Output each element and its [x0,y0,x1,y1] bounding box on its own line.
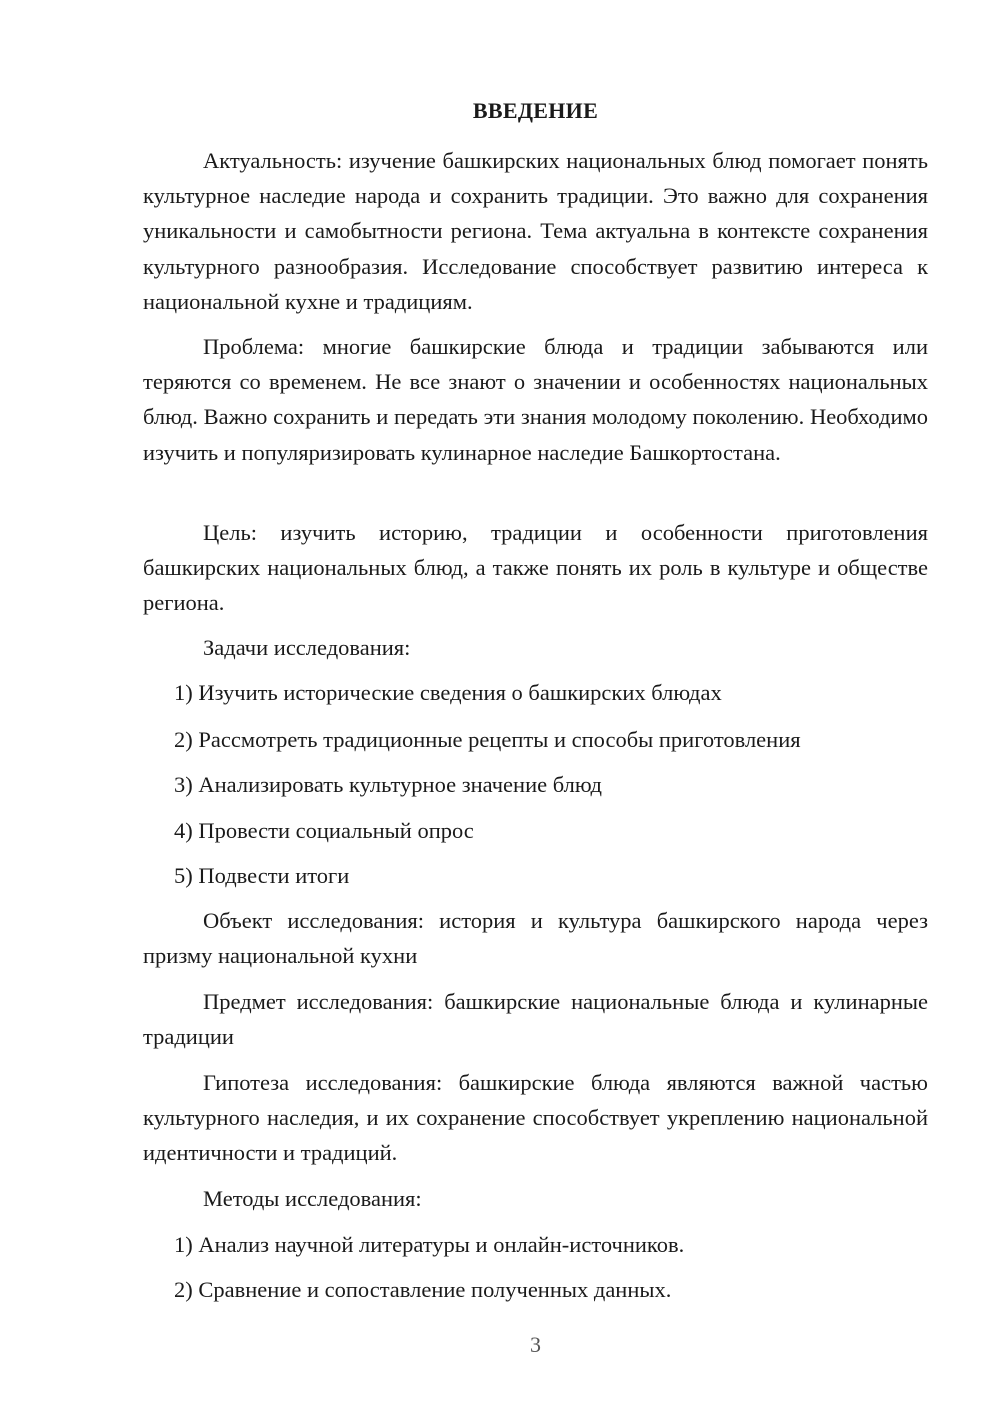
methods-title: Методы исследования: [203,1186,422,1211]
task-item: 1) Изучить исторические сведения о башкирских блюдах [174,680,722,705]
subject-paragraph: Предмет исследования: башкирские национальные блюда и кулинарные традиции [143,989,928,1050]
task-item: 4) Провести социальный опрос [174,818,474,843]
task-item: 5) Подвести итоги [174,863,350,888]
task-item: 2) Рассмотреть традиционные рецепты и способы приготовления [174,727,801,752]
problem-paragraph: Проблема: многие башкирские блюда и традиции забываются или теряются со временем. Не все знают о значении и особенностях национальных блюд. Важно сохранить и передать эти знания молодому поколению. Необходимо изучить и популяризировать кулинарное наследие Башкортостана. [143,334,928,465]
page-heading: ВВЕДЕНИЕ [472,98,599,123]
tasks-title: Задачи исследования: [203,635,411,660]
method-item: 1) Анализ научной литературы и онлайн-источников. [174,1232,685,1257]
object-paragraph: Объект исследования: история и культура башкирского народа через призму национальной кухни [143,908,928,969]
relevance-paragraph: Актуальность: изучение башкирских национальных блюд помогает понять культурное наследие народа и сохранить традиции. Это важно для сохранения уникальности и самобытности региона. Тема актуальна в контексте сохранения культурного разнообразия. Исследование способствует развитию интереса к национальной кухне и традициям. [143,148,928,314]
page-number: 3 [530,1332,541,1357]
hypothesis-paragraph: Гипотеза исследования: башкирские блюда являются важной частью культурного наследия, и их сохранение способствует укреплению национальной идентичности и традиций. [143,1070,928,1166]
goal-paragraph: Цель: изучить историю, традиции и особенности приготовления башкирских национальных блюд, а также понять их роль в культуре и обществе региона. [143,520,928,616]
task-item: 3) Анализировать культурное значение блюд [174,772,602,797]
method-item: 2) Сравнение и сопоставление полученных данных. [174,1277,672,1302]
document-page [143,0,928,1414]
